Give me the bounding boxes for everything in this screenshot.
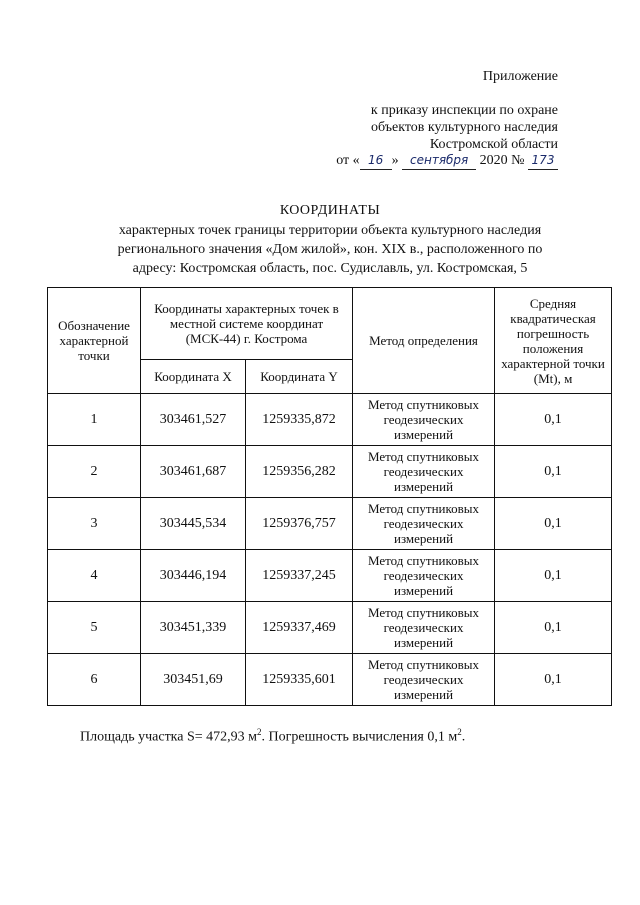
cell-x: 303446,194 — [141, 550, 246, 602]
date-month: сентября — [402, 152, 476, 170]
cell-method: Метод спутниковых геодезических измерений — [353, 498, 495, 550]
cell-error: 0,1 — [495, 394, 612, 446]
error-label: . Погрешность вычисления 0,1 м — [261, 729, 458, 745]
cell-point: 2 — [48, 446, 141, 498]
area-summary — [80, 727, 465, 746]
header-coordinates: Координаты характерных точек в местной системе координат (МСК-44) г. Кострома — [141, 288, 353, 360]
order-line-2: объектов культурного наследия — [370, 120, 558, 135]
order-line-1: к приказу инспекции по охране — [370, 103, 558, 118]
cell-point: 1 — [48, 394, 141, 446]
cell-y: 1259376,757 — [246, 498, 353, 550]
cell-y: 1259335,872 — [246, 394, 353, 446]
order-reference — [371, 102, 558, 153]
header-y: Координата Y — [246, 360, 353, 394]
subtitle-line-1: характерных точек границы территории объекта культурного наследия — [118, 223, 542, 238]
error-unit-exponent: 2 — [457, 727, 462, 737]
cell-error: 0,1 — [495, 550, 612, 602]
header-method: Метод определения — [353, 288, 495, 394]
appendix-text: Приложение — [482, 69, 558, 84]
area-label: Площадь участка S= 472,93 м — [80, 729, 258, 745]
table-row — [48, 394, 612, 446]
area-unit-exponent: 2 — [257, 727, 262, 737]
table-row — [48, 654, 612, 706]
cell-x: 303461,687 — [141, 446, 246, 498]
header-x: Координата X — [141, 360, 246, 394]
cell-error: 0,1 — [495, 498, 612, 550]
cell-point: 6 — [48, 654, 141, 706]
cell-y: 1259335,601 — [246, 654, 353, 706]
document-subtitle — [70, 221, 590, 278]
subtitle-line-2: регионального значения «Дом жилой», кон. XIX в., расположенного по — [117, 242, 543, 257]
cell-method: Метод спутниковых геодезических измерений — [353, 602, 495, 654]
cell-method: Метод спутниковых геодезических измерений — [353, 446, 495, 498]
cell-method: Метод спутниковых геодезических измерений — [353, 654, 495, 706]
cell-x: 303451,339 — [141, 602, 246, 654]
header-error: Средняя квадратическая погрешность положения характерной точки (Mt), м — [495, 288, 612, 394]
cell-x: 303461,527 — [141, 394, 246, 446]
cell-error: 0,1 — [495, 602, 612, 654]
date-mid: » — [391, 153, 399, 168]
cell-y: 1259356,282 — [246, 446, 353, 498]
order-date-line — [336, 152, 558, 170]
cell-method: Метод спутниковых геодезических измерений — [353, 394, 495, 446]
table-header-row — [48, 288, 612, 360]
cell-error: 0,1 — [495, 446, 612, 498]
cell-x: 303451,69 — [141, 654, 246, 706]
table-row — [48, 446, 612, 498]
cell-point: 3 — [48, 498, 141, 550]
cell-x: 303445,534 — [141, 498, 246, 550]
table-row — [48, 550, 612, 602]
date-year: 2020 № — [479, 153, 525, 168]
cell-method: Метод спутниковых геодезических измерений — [353, 550, 495, 602]
table-row — [48, 498, 612, 550]
date-day: 16 — [360, 152, 392, 170]
cell-point: 5 — [48, 602, 141, 654]
order-line-3: Костромской области — [429, 137, 558, 152]
cell-y: 1259337,245 — [246, 550, 353, 602]
document-title: КООРДИНАТЫ — [279, 203, 381, 218]
order-number: 173 — [528, 152, 558, 170]
appendix-label — [483, 68, 558, 85]
cell-y: 1259337,469 — [246, 602, 353, 654]
cell-point: 4 — [48, 550, 141, 602]
coordinates-table — [47, 287, 612, 706]
date-prefix: от « — [336, 153, 360, 168]
subtitle-line-3: адресу: Костромская область, пос. Судиславль, ул. Костромская, 5 — [132, 261, 528, 276]
table-row — [48, 602, 612, 654]
header-point: Обозначение характерной точки — [48, 288, 141, 394]
footer-end: . — [461, 729, 466, 745]
cell-error: 0,1 — [495, 654, 612, 706]
